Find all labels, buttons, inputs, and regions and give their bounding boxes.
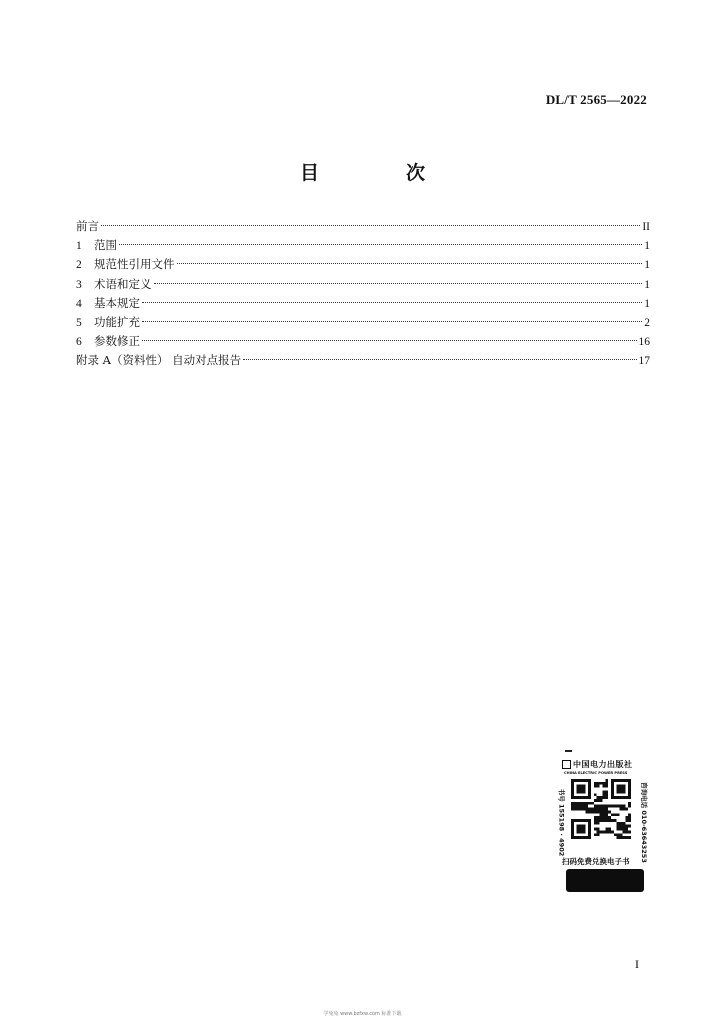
toc-entry-number: 6 <box>76 336 82 349</box>
toc-entry-label: 范围 <box>94 238 117 253</box>
publisher-name-en: CHINA ELECTRIC POWER PRESS <box>564 771 628 775</box>
toc-entry[interactable] <box>76 294 650 313</box>
toc-entry-page: 2 <box>644 316 650 329</box>
toc-entry-label: 参数修正 <box>94 334 140 349</box>
toc-entry-page: 1 <box>644 297 650 310</box>
phone-text: 咨询电话 010-63643253 <box>639 782 648 863</box>
toc-entry[interactable] <box>76 255 650 274</box>
publisher-qr-stamp <box>558 750 648 895</box>
toc-entry-number: 1 <box>76 240 82 253</box>
stamp-caption: 扫码免费兑换电子书 <box>562 857 630 866</box>
watermark-text: 学兔兔 www.bzfxw.com 标准下载 <box>323 1011 402 1017</box>
toc-entry[interactable] <box>76 351 650 370</box>
document-code: DL/T 2565—2022 <box>545 92 647 107</box>
toc-leader-dots <box>154 283 643 284</box>
toc-entry[interactable] <box>76 236 650 255</box>
toc-entry-label: 术语和定义 <box>94 276 152 291</box>
toc-entry[interactable] <box>76 275 650 294</box>
page-number: I <box>635 957 639 971</box>
publisher-logo-icon <box>562 760 571 769</box>
publisher-name: 中国电力出版社 <box>562 759 646 770</box>
toc-leader-dots <box>119 244 642 245</box>
qr-code-icon[interactable] <box>571 779 631 839</box>
toc-leader-dots <box>142 302 642 303</box>
toc-entry-number: 3 <box>76 278 82 291</box>
toc-entry-number: 5 <box>76 316 82 329</box>
toc-entry-page: II <box>642 221 650 233</box>
table-of-contents <box>76 217 650 371</box>
toc-entry-page: 1 <box>644 240 650 253</box>
toc-leader-dots <box>177 263 643 264</box>
toc-entry-label: 基本规定 <box>94 295 140 310</box>
toc-entry[interactable] <box>76 313 650 332</box>
toc-leader-dots <box>101 225 640 226</box>
isbn-text: 书号 155198 · 4902 <box>557 788 566 857</box>
toc-entry[interactable] <box>76 217 650 236</box>
toc-entry-label: 功能扩充 <box>94 314 140 329</box>
toc-entry[interactable] <box>76 332 650 351</box>
toc-entry-page: 16 <box>638 336 650 349</box>
toc-entry-page: 1 <box>644 259 650 272</box>
toc-leader-dots <box>142 321 642 322</box>
toc-leader-dots <box>142 340 637 341</box>
stamp-mark <box>565 750 572 752</box>
toc-entry-number: 2 <box>76 259 82 272</box>
toc-leader-dots <box>243 359 636 360</box>
redaction-bar <box>566 869 644 892</box>
toc-entry-page: 1 <box>644 278 650 291</box>
toc-entry-page: 17 <box>638 355 650 368</box>
toc-entry-label: 附录 A（资料性） 自动对点报告 <box>76 353 242 368</box>
toc-entry-number: 4 <box>76 297 82 310</box>
toc-entry-label: 规范性引用文件 <box>94 257 175 272</box>
page-title: 目 次 <box>299 162 459 184</box>
toc-entry-label: 前言 <box>76 219 99 233</box>
